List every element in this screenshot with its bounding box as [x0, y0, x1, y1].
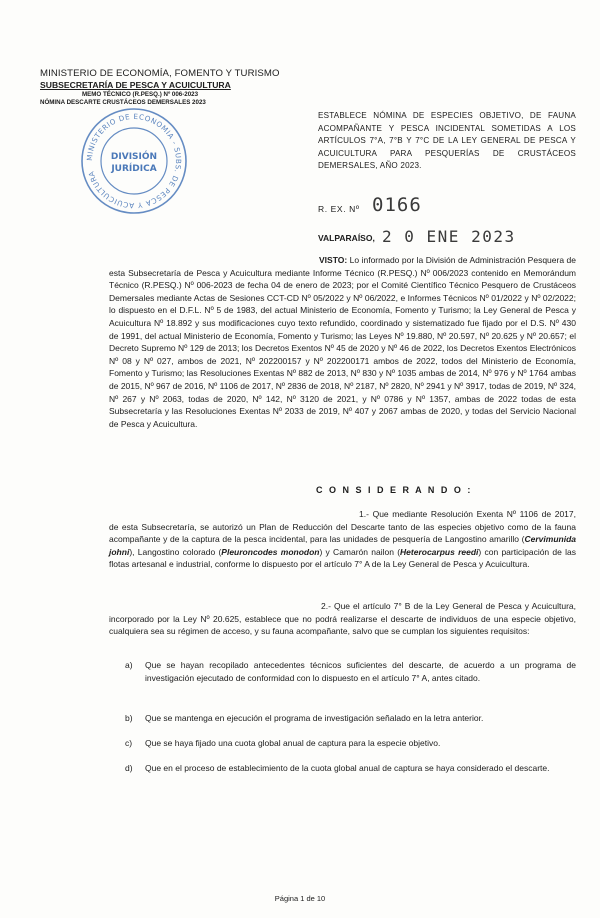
division-juridica-stamp	[78, 105, 190, 217]
resolution-number: 0166	[372, 194, 422, 216]
resolution-label: R. EX. Nº	[318, 204, 360, 214]
stamp-line-1: DIVISIÓN	[110, 152, 158, 162]
requirement-text: Que se mantenga en ejecución el programa de investigación señalado en la letra anterior.	[145, 713, 484, 723]
requirement-item	[125, 712, 576, 725]
species-langostino-colorado: Pleuroncodes monodon	[221, 546, 320, 557]
undersecretariat-name: SUBSECRETARÍA DE PESCA Y ACUICULTURA	[40, 80, 231, 90]
ministry-name: MINISTERIO DE ECONOMÍA, FOMENTO Y TURISMO	[40, 68, 280, 79]
stamp-ring-text: MINISTERIO DE ECONOMIA - SUBS. DE PESCA Y ACUICULTURA	[84, 111, 184, 211]
page-number: Página 1 de 10	[274, 894, 326, 903]
requirement-letter: c)	[125, 738, 133, 748]
considerando-paragraph-2: 2.- Que el artículo 7° B de la Ley General de Pesca y Acuicultura, incorporado por la Ley Nº 20.625, establece que no podrá realizarse el descarte de individuos de una especie objetivo, cualquiera sea su régimen de acceso, y su fauna acompañante, salvo que se cumplan los siguientes requisitos:	[109, 601, 576, 637]
memo-reference: MEMO TÉCNICO (R.PESQ.) Nº 006-2023	[82, 91, 199, 98]
letterhead	[40, 68, 280, 106]
species-langostino-amarillo: Cervimunida johni	[109, 534, 576, 557]
visto-text: Lo informado por la División de Administración Pesquera de esta Subsecretaría de Pesca y Acuicultura mediante Informe Técnico (R.PESQ.) Nº 006/2023 contenido en Memorándum Técnico (R.PESQ.) Nº 006-2023 de fecha 04 de enero de 2023; por el Comité Científico Técnico Pesquero de Crustáceos Demersales mediante Actas de Sesiones CCT-CD Nº 05/2022 y Nº 06/2022, e Informes Técnicos Nº 01/2022 y Nº 02/2022; lo dispuesto en el D.F.L. Nº 5 de 1983, del actual Ministerio de Economía, Fomento y Turismo; la Ley General de Pesca y Acuicultura Nº 18.892 y sus modificaciones cuyo texto refundido, coordinado y sistematizado fue fijado por el D.S. Nº 430 de 1991, del actual Ministerio de Economía, Fomento y Turismo; las Leyes Nº 19.880, Nº 20.597, Nº 20.625 y Nº 20.657; el Decreto Supremo Nº 129 de 2013; los Decretos Exentos Nº 45 de 2020 y Nº 46 de 2022, los Decretos Exentos Electrónicos Nº 08 y Nº 027, ambos de 2021, Nº 202200157 y Nº 202200171 ambos de 2022, todos del Ministerio de Economía, Fomento y Turismo; las Resoluciones Exentas Nº 882 de 2013, Nº 830 y Nº 1035 ambas de 2014, Nº 976 y Nº 1764 ambas de 2015, Nº 967 de 2016, Nº 1106 de 2017, Nº 2836 de 2018, Nº 2187, Nº 2820, Nº 2941 y Nº 3917, todas de 2019, Nº 324, Nº 267 y Nº 2063, todas de 2020, Nº 142, Nº 3120 de 2021, y Nº 0786 y Nº 1357, ambas de 2022 todas de esta Subsecretaría y las Resoluciones Exentas Nº 2033 de 2019, Nº 407 y 2067 ambas de 2020, y todas del Servicio Nacional de Pesca y Acuicultura.	[109, 255, 577, 429]
nomina-reference: NÓMINA DESCARTE CRUSTÁCEOS DEMERSALES 2023	[40, 99, 206, 106]
place-label: VALPARAÍSO,	[318, 233, 375, 243]
requirement-item	[125, 659, 576, 684]
requirement-letter: b)	[125, 713, 133, 723]
requirement-letter: d)	[125, 763, 133, 773]
visto-label: VISTO:	[319, 255, 348, 265]
requirement-item	[125, 762, 576, 775]
stamp-line-2: JURÍDICA	[111, 164, 157, 174]
requirement-text: Que se haya fijado una cuota global anual de captura para la especie objetivo.	[145, 738, 441, 748]
considerando-paragraph-1: 1.- Que mediante Resolución Exenta Nº 1106 de 2017, de esta Subsecretaría, se autorizó un Plan de Reducción del Descarte tanto de las especies objetivo como de la fauna acompañante y de la captura de la pesca incidental, para las unidades de pesquería de Langostino amarillo (Cervimunida johni), Langostino colorado (Pleuroncodes monodon) y Camarón nailon (Heterocarpus reedi) con participación de las flotas artesanal e industrial, conforme lo dispuesto por el artículo 7° A de la Ley General de Pesca y Acuicultura.	[109, 509, 576, 570]
visto-paragraph	[109, 254, 576, 430]
considerando-heading: C O N S I D E R A N D O :	[316, 485, 473, 495]
requirement-item	[125, 737, 576, 750]
requirement-letter: a)	[125, 660, 133, 670]
requirement-text: Que se hayan recopilado antecedentes técnicos suficientes del descarte, de acuerdo a un programa de investigación ejecutado de conformidad con lo dispuesto en el artículo 7° A, antes citado.	[145, 660, 576, 683]
resolution-date: 2 0 ENE 2023	[382, 227, 516, 246]
resolution-subject: ESTABLECE NÓMINA DE ESPECIES OBJETIVO, DE FAUNA ACOMPAÑANTE Y PESCA INCIDENTAL SOMETIDAS A LOS ARTÍCULOS 7°A, 7°B Y 7°C DE LA LEY GENERAL DE PESCA Y ACUICULTURA PARA PESQUERÍAS DE CRUSTÁCEOS DEMERSALES, AÑO 2023.	[318, 111, 576, 171]
species-camaron-nailon: Heterocarpus reedi	[400, 546, 479, 557]
requirement-text: Que en el proceso de establecimiento de la cuota global anual de captura se haya considerado el descarte.	[145, 763, 550, 773]
